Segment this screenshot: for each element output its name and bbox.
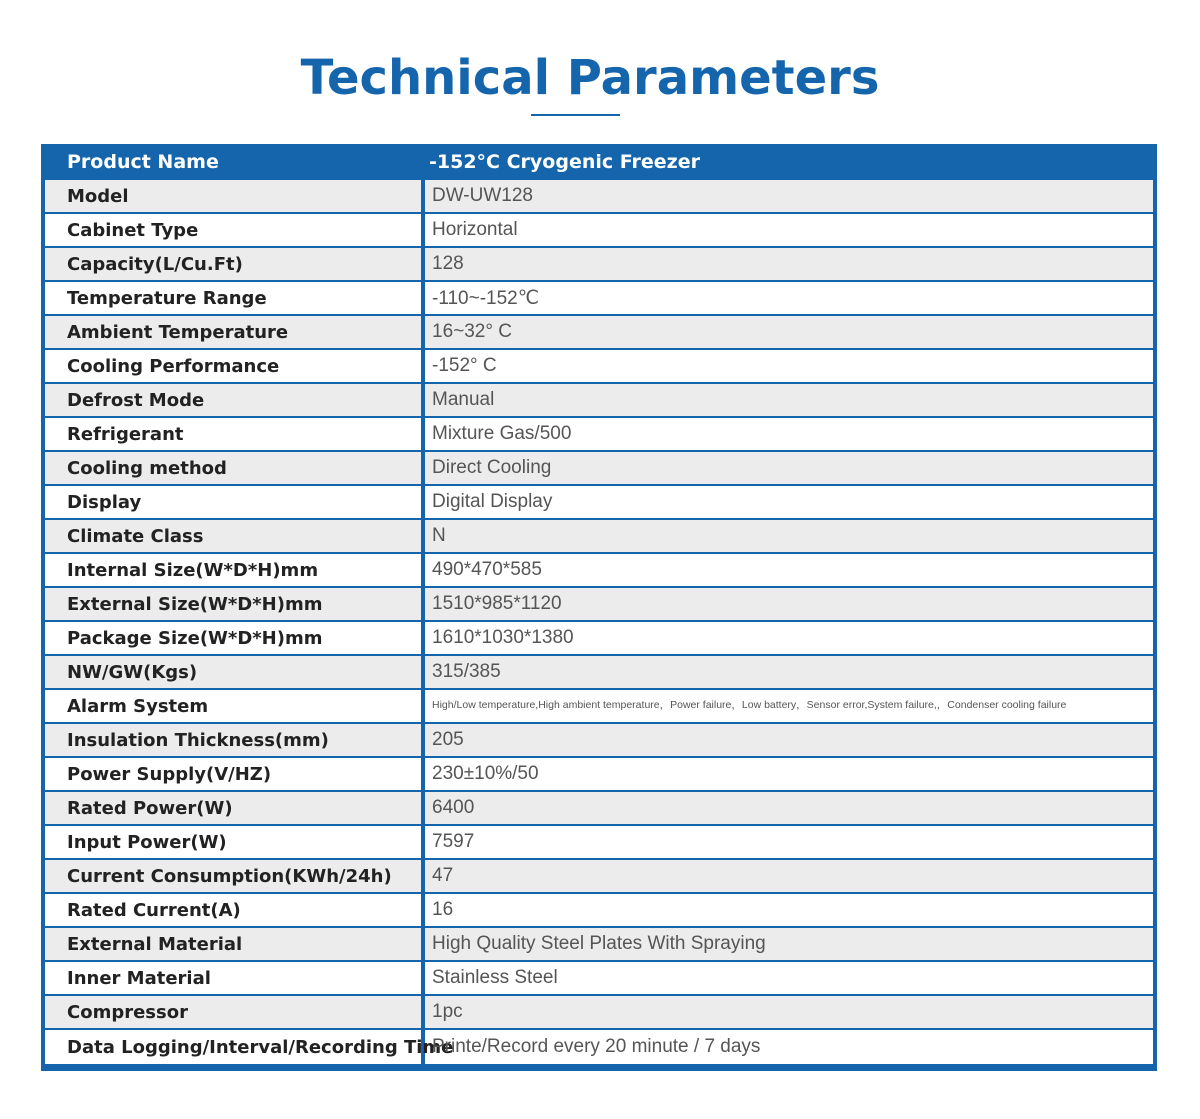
row-label: External Size(W*D*H)mm [45, 588, 425, 620]
row-value: Stainless Steel [432, 967, 558, 988]
row-value: 490*470*585 [432, 559, 542, 580]
row-value: 128 [432, 253, 464, 274]
table-row [45, 282, 1153, 316]
row-value: 1610*1030*1380 [432, 627, 574, 648]
row-value: -110~-152℃ [432, 287, 540, 309]
table-row [45, 554, 1153, 588]
row-label: Compressor [45, 996, 425, 1028]
row-value: 47 [432, 865, 454, 886]
table-row [45, 826, 1153, 860]
row-label: Input Power(W) [45, 826, 425, 858]
table-row [45, 418, 1153, 452]
table-row [45, 962, 1153, 996]
table-row [45, 656, 1153, 690]
table-row [45, 622, 1153, 656]
table-row [45, 758, 1153, 792]
row-value: 205 [432, 729, 464, 750]
header-label: Product Name [67, 151, 219, 173]
table-row [45, 792, 1153, 826]
row-value: 315/385 [432, 661, 501, 682]
row-value: Horizontal [432, 219, 518, 240]
row-value: Direct Cooling [432, 457, 552, 478]
row-label: Cooling method [45, 452, 425, 484]
row-label: Temperature Range [45, 282, 425, 314]
title-underline [531, 114, 620, 116]
row-label: Rated Current(A) [45, 894, 425, 926]
row-value: 6400 [432, 797, 475, 818]
table-row [45, 928, 1153, 962]
row-value: Manual [432, 389, 495, 410]
row-label: Capacity(L/Cu.Ft) [45, 248, 425, 280]
spec-table [41, 144, 1157, 1071]
row-label: External Material [45, 928, 425, 960]
page-title: Technical Parameters [300, 50, 880, 106]
row-label: Defrost Mode [45, 384, 425, 416]
row-label: Current Consumption(KWh/24h) [45, 860, 425, 892]
table-row [45, 724, 1153, 758]
row-value: Digital Display [432, 491, 553, 512]
row-value: 230±10%/50 [432, 763, 539, 784]
row-label: Model [45, 180, 425, 212]
row-value: DW-UW128 [432, 185, 533, 206]
row-value: N [432, 525, 446, 546]
row-label: Power Supply(V/HZ) [45, 758, 425, 790]
row-label: Rated Power(W) [45, 792, 425, 824]
row-label: Inner Material [45, 962, 425, 994]
table-header-row [45, 144, 1153, 180]
row-value: 7597 [432, 831, 475, 852]
table-row [45, 690, 1153, 724]
table-row [45, 1030, 1153, 1064]
table-row [45, 214, 1153, 248]
table-body [45, 180, 1153, 1064]
row-value: 1510*985*1120 [432, 593, 562, 614]
table-row [45, 860, 1153, 894]
row-label: Alarm System [45, 690, 425, 722]
row-label: Cooling Performance [45, 350, 425, 382]
table-row [45, 486, 1153, 520]
row-value: -152° C [432, 355, 497, 376]
row-value: 16~32° C [432, 321, 512, 342]
row-label: Cabinet Type [45, 214, 425, 246]
table-row [45, 350, 1153, 384]
row-value: High Quality Steel Plates With Spraying [432, 933, 766, 954]
table-row [45, 894, 1153, 928]
row-value: High/Low temperature,High ambient temperature，Power failure，Low battery，Sensor error,System failure,，Condenser cooling failure [432, 698, 1067, 711]
table-row [45, 316, 1153, 350]
row-label: Insulation Thickness(mm) [45, 724, 425, 756]
row-label: Refrigerant [45, 418, 425, 450]
row-label: Internal Size(W*D*H)mm [45, 554, 425, 586]
row-value: 1pc [432, 1001, 463, 1022]
row-label: Package Size(W*D*H)mm [45, 622, 425, 654]
header-value: -152°C Cryogenic Freezer [429, 151, 700, 173]
table-row [45, 996, 1153, 1030]
table-row [45, 452, 1153, 486]
row-label: NW/GW(Kgs) [45, 656, 425, 688]
row-value: 16 [432, 899, 454, 920]
row-label: Data Logging/Interval/Recording Time [45, 1030, 425, 1064]
row-value: Printe/Record every 20 minute / 7 days [432, 1036, 761, 1057]
table-row [45, 520, 1153, 554]
table-row [45, 248, 1153, 282]
row-label: Display [45, 486, 425, 518]
table-row [45, 384, 1153, 418]
table-row [45, 180, 1153, 214]
row-label: Climate Class [45, 520, 425, 552]
table-row [45, 588, 1153, 622]
row-value: Mixture Gas/500 [432, 423, 572, 444]
row-label: Ambient Temperature [45, 316, 425, 348]
